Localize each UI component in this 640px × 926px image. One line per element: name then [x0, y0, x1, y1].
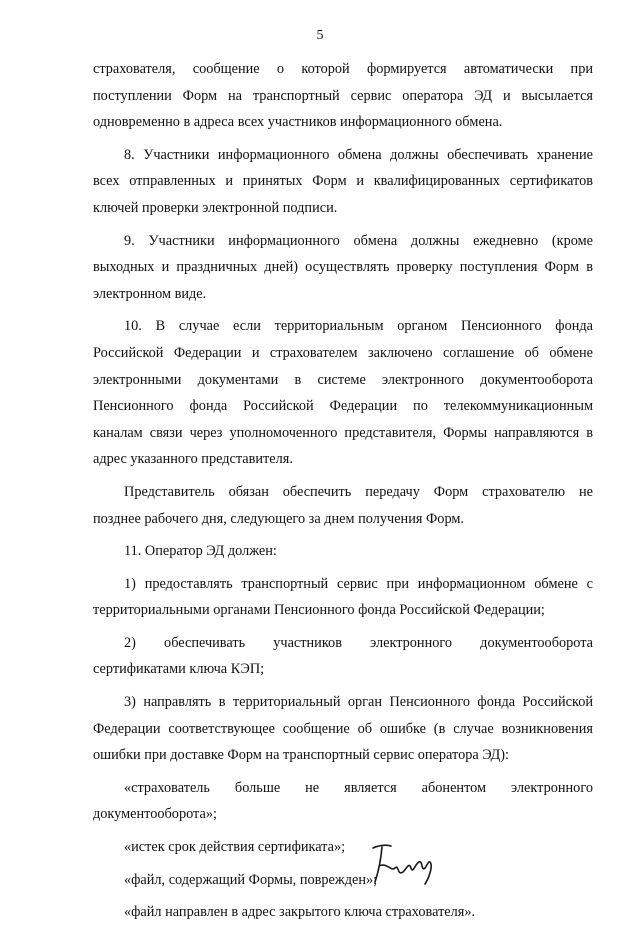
list-item-3 — [93, 689, 593, 769]
text-line: электронном виде. — [93, 285, 207, 302]
text-line: «файл направлен в адрес закрытого ключа страхователя». — [124, 904, 476, 921]
text-line: сертификатами ключа КЭП; — [93, 661, 265, 678]
text-line: поступлении Форм на транспортный сервис оператора ЭД и высылается — [93, 87, 593, 104]
document-body — [93, 56, 593, 926]
text-line: всех отправленных и принятых Форм и квалифицированных сертификатов — [93, 173, 593, 190]
text-line: 9. Участники информационного обмена должны ежедневно (кроме — [124, 232, 593, 249]
text-line: «страхователь больше не является абонентом электронного — [124, 779, 593, 796]
error-message-4 — [93, 899, 593, 926]
list-item-1 — [93, 571, 593, 624]
text-line: каналам связи через уполномоченного представителя, Формы направляются в — [93, 424, 593, 441]
error-message-1 — [93, 775, 593, 828]
text-line: электронными документами в системе электронного документооборота — [93, 371, 593, 388]
error-message-3 — [93, 867, 593, 894]
text-line: «файл, содержащий Формы, поврежден»; — [124, 871, 378, 888]
text-line: Российской Федерации и страхователем заключено соглашение об обмене — [93, 344, 593, 361]
text-line: ключей проверки электронной подписи. — [93, 199, 338, 216]
text-line: Пенсионного фонда Российской Федерации по телекоммуникационным — [93, 398, 593, 415]
text-line: 2) обеспечивать участников электронного документооборота — [124, 634, 593, 651]
text-line: 1) предоставлять транспортный сервис при информационном обмене с — [124, 575, 593, 592]
error-message-2 — [93, 834, 593, 861]
paragraph-8 — [93, 142, 593, 222]
text-line: Федерации соответствующее сообщение об ошибке (в случае возникновения — [93, 720, 593, 737]
text-line: территориальными органами Пенсионного фонда Российской Федерации; — [93, 602, 545, 619]
text-line: адрес указанного представителя. — [93, 451, 293, 468]
text-line: 3) направлять в территориальный орган Пенсионного фонда Российской — [124, 694, 593, 711]
paragraph-9 — [93, 228, 593, 308]
text-line: 8. Участники информационного обмена должны обеспечивать хранение — [124, 146, 593, 163]
page-number: 5 — [316, 28, 324, 43]
paragraph-11 — [93, 538, 593, 565]
text-line: Представитель обязан обеспечить передачу Форм страхователю не — [124, 483, 593, 500]
text-line: страхователя, сообщение о которой формируется автоматически при — [93, 61, 593, 77]
paragraph-10 — [93, 313, 593, 473]
text-line: 11. Оператор ЭД должен: — [124, 543, 277, 560]
text-line: 10. В случае если территориальным органом Пенсионного фонда — [124, 318, 593, 335]
text-line: «истек срок действия сертификата»; — [124, 839, 346, 856]
paragraph-representative — [93, 479, 593, 532]
text-line: ошибки при доставке Форм на транспортный сервис оператора ЭД): — [93, 747, 510, 764]
handwritten-signature — [365, 838, 455, 888]
text-line: позднее рабочего дня, следующего за днем получения Форм. — [93, 510, 465, 527]
text-line: одновременно в адреса всех участников информационного обмена. — [93, 114, 503, 131]
list-item-2 — [93, 630, 593, 683]
text-line: документооборота»; — [93, 806, 217, 823]
paragraph — [93, 56, 593, 136]
text-line: выходных и праздничных дней) осуществлять проверку поступления Форм в — [93, 259, 593, 276]
